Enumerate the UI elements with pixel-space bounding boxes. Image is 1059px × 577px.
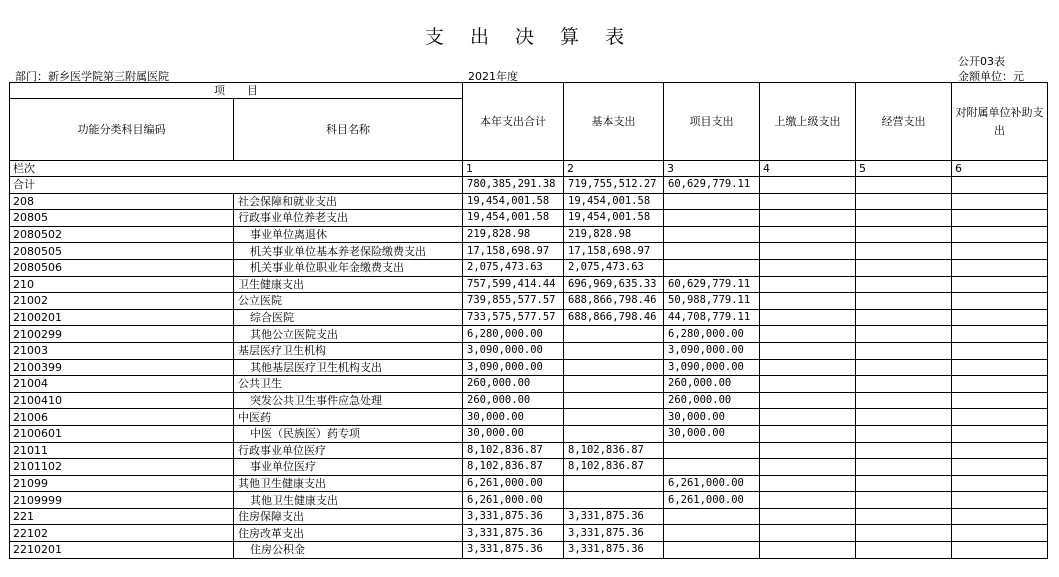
- row-project: 6,261,000.00: [664, 475, 760, 492]
- row-project: 60,629,779.11: [664, 276, 760, 293]
- row-subsidy: [952, 309, 1048, 326]
- row-subsidy: [952, 293, 1048, 310]
- row-upper: [760, 243, 856, 260]
- row-name: 住房公积金: [234, 542, 463, 559]
- header-total: 本年支出合计: [463, 83, 564, 161]
- row-upper: [760, 309, 856, 326]
- row-subsidy: [952, 459, 1048, 476]
- table-row: [10, 492, 1048, 509]
- row-total: 3,090,000.00: [463, 342, 564, 359]
- row-total: 3,331,875.36: [463, 542, 564, 559]
- row-total: 3,331,875.36: [463, 508, 564, 525]
- row-basic: 19,454,001.58: [564, 193, 664, 210]
- row-subsidy: [952, 525, 1048, 542]
- table-row: [10, 259, 1048, 276]
- row-project: [664, 459, 760, 476]
- row-code: 208: [10, 193, 234, 210]
- row-upper: [760, 326, 856, 343]
- header-business: 经营支出: [856, 83, 952, 161]
- row-code: 22102: [10, 525, 234, 542]
- table-row: [10, 392, 1048, 409]
- row-total: 219,828.98: [463, 226, 564, 243]
- row-business: [856, 243, 952, 260]
- row-project: 30,000.00: [664, 425, 760, 442]
- row-basic: [564, 409, 664, 426]
- row-project: [664, 243, 760, 260]
- row-name: 行政事业单位医疗: [234, 442, 463, 459]
- row-subsidy: [952, 210, 1048, 227]
- row-business: [856, 326, 952, 343]
- row-upper: [760, 459, 856, 476]
- row-basic: 2,075,473.63: [564, 259, 664, 276]
- row-business: [856, 392, 952, 409]
- row-business: [856, 425, 952, 442]
- row-upper: [760, 259, 856, 276]
- row-code: 21003: [10, 342, 234, 359]
- row-business: [856, 492, 952, 509]
- row-upper: [760, 293, 856, 310]
- table-row: [10, 525, 1048, 542]
- row-total: 780,385,291.38: [463, 177, 564, 194]
- row-basic: 8,102,836.87: [564, 442, 664, 459]
- row-code: 21004: [10, 376, 234, 393]
- row-business: [856, 359, 952, 376]
- row-subsidy: [952, 492, 1048, 509]
- table-row: [10, 508, 1048, 525]
- form-number: 公开03表: [958, 55, 1005, 68]
- row-code: 21011: [10, 442, 234, 459]
- row-name: 事业单位离退休: [234, 226, 463, 243]
- row-total: 30,000.00: [463, 425, 564, 442]
- row-name: 事业单位医疗: [234, 459, 463, 476]
- row-business: [856, 226, 952, 243]
- row-basic: 17,158,698.97: [564, 243, 664, 260]
- row-subsidy: [952, 226, 1048, 243]
- row-name: 其他基层医疗卫生机构支出: [234, 359, 463, 376]
- report-title: 支 出 决 算 表: [424, 26, 635, 48]
- table-row: [10, 226, 1048, 243]
- row-code: 2101102: [10, 459, 234, 476]
- row-total: 6,280,000.00: [463, 326, 564, 343]
- row-subsidy: [952, 409, 1048, 426]
- column-index-4: 4: [760, 161, 856, 177]
- row-subsidy: [952, 442, 1048, 459]
- row-basic: [564, 342, 664, 359]
- row-code: 21006: [10, 409, 234, 426]
- row-basic: 3,331,875.36: [564, 525, 664, 542]
- row-total: 6,261,000.00: [463, 475, 564, 492]
- row-name: 中医（民族医）药专项: [234, 425, 463, 442]
- row-subsidy: [952, 276, 1048, 293]
- row-project: [664, 442, 760, 459]
- row-code: 2080502: [10, 226, 234, 243]
- table-row: [10, 309, 1048, 326]
- row-business: [856, 193, 952, 210]
- row-subsidy: [952, 342, 1048, 359]
- row-total: 3,331,875.36: [463, 525, 564, 542]
- row-project: 50,988,779.11: [664, 293, 760, 310]
- row-code: 20805: [10, 210, 234, 227]
- table-row: [10, 293, 1048, 310]
- row-name: 住房改革支出: [234, 525, 463, 542]
- row-upper: [760, 359, 856, 376]
- row-total: 2,075,473.63: [463, 259, 564, 276]
- column-index-3: 3: [664, 161, 760, 177]
- row-upper: [760, 376, 856, 393]
- row-subsidy: [952, 177, 1048, 194]
- row-total: 733,575,577.57: [463, 309, 564, 326]
- row-name: 行政事业单位养老支出: [234, 210, 463, 227]
- row-total: 8,102,836.87: [463, 442, 564, 459]
- row-basic: 696,969,635.33: [564, 276, 664, 293]
- row-subsidy: [952, 259, 1048, 276]
- row-name: 基层医疗卫生机构: [234, 342, 463, 359]
- header-project: 项目支出: [664, 83, 760, 161]
- row-name: 其他卫生健康支出: [234, 492, 463, 509]
- column-index-6: 6: [952, 161, 1048, 177]
- row-total: 260,000.00: [463, 376, 564, 393]
- row-upper: [760, 193, 856, 210]
- table-row: [10, 409, 1048, 426]
- row-basic: 219,828.98: [564, 226, 664, 243]
- row-upper: [760, 342, 856, 359]
- row-project: [664, 525, 760, 542]
- row-code: 21002: [10, 293, 234, 310]
- row-project: [664, 508, 760, 525]
- row-upper: [760, 442, 856, 459]
- row-upper: [760, 542, 856, 559]
- row-business: [856, 342, 952, 359]
- row-project: 260,000.00: [664, 376, 760, 393]
- row-subsidy: [952, 376, 1048, 393]
- row-project: 30,000.00: [664, 409, 760, 426]
- row-project: 260,000.00: [664, 392, 760, 409]
- row-upper: [760, 425, 856, 442]
- row-name: 中医药: [234, 409, 463, 426]
- total-row-label: 合计: [10, 177, 463, 194]
- column-index-2: 2: [564, 161, 664, 177]
- row-upper: [760, 276, 856, 293]
- row-project: 3,090,000.00: [664, 359, 760, 376]
- row-business: [856, 442, 952, 459]
- amount-unit: 金额单位：元: [958, 70, 1024, 83]
- row-code: 2100201: [10, 309, 234, 326]
- row-basic: 3,331,875.36: [564, 542, 664, 559]
- row-subsidy: [952, 425, 1048, 442]
- table-row: [10, 442, 1048, 459]
- row-business: [856, 293, 952, 310]
- row-basic: 688,866,798.46: [564, 309, 664, 326]
- header-name: 科目名称: [234, 99, 463, 161]
- row-project: [664, 259, 760, 276]
- row-subsidy: [952, 542, 1048, 559]
- row-name: 住房保障支出: [234, 508, 463, 525]
- row-project: [664, 226, 760, 243]
- row-name: 公共卫生: [234, 376, 463, 393]
- row-name: 卫生健康支出: [234, 276, 463, 293]
- fiscal-year: 2021年度: [468, 70, 518, 83]
- row-business: [856, 259, 952, 276]
- row-business: [856, 276, 952, 293]
- row-name: 其他卫生健康支出: [234, 475, 463, 492]
- row-total: 17,158,698.97: [463, 243, 564, 260]
- row-business: [856, 376, 952, 393]
- row-upper: [760, 226, 856, 243]
- row-total: 8,102,836.87: [463, 459, 564, 476]
- table-row: [10, 459, 1048, 476]
- header-subsidy: 对附属单位补助支出: [952, 83, 1048, 161]
- row-business: [856, 459, 952, 476]
- row-upper: [760, 492, 856, 509]
- row-total: 30,000.00: [463, 409, 564, 426]
- row-name: 其他公立医院支出: [234, 326, 463, 343]
- row-basic: 19,454,001.58: [564, 210, 664, 227]
- row-basic: [564, 359, 664, 376]
- table-row: [10, 193, 1048, 210]
- column-index-1: 1: [463, 161, 564, 177]
- row-total: 757,599,414.44: [463, 276, 564, 293]
- row-basic: 688,866,798.46: [564, 293, 664, 310]
- table-row: [10, 425, 1048, 442]
- row-subsidy: [952, 193, 1048, 210]
- row-project: 6,280,000.00: [664, 326, 760, 343]
- row-basic: 8,102,836.87: [564, 459, 664, 476]
- table-row: [10, 342, 1048, 359]
- expenditure-table: [9, 82, 1048, 559]
- row-subsidy: [952, 475, 1048, 492]
- row-code: 2100410: [10, 392, 234, 409]
- row-name: 综合医院: [234, 309, 463, 326]
- row-basic: [564, 425, 664, 442]
- row-upper: [760, 392, 856, 409]
- row-code: 21099: [10, 475, 234, 492]
- department-label: 部门：新乡医学院第三附属医院: [15, 70, 169, 83]
- row-code: 2100399: [10, 359, 234, 376]
- row-code: 210: [10, 276, 234, 293]
- row-code: 2210201: [10, 542, 234, 559]
- row-name: 机关事业单位基本养老保险缴费支出: [234, 243, 463, 260]
- table-row: [10, 210, 1048, 227]
- row-basic: [564, 392, 664, 409]
- row-upper: [760, 525, 856, 542]
- row-code: 2100299: [10, 326, 234, 343]
- header-item-group: 项 目: [10, 83, 463, 99]
- row-upper: [760, 508, 856, 525]
- row-code: 2080505: [10, 243, 234, 260]
- row-total: 19,454,001.58: [463, 210, 564, 227]
- table-row: [10, 276, 1048, 293]
- row-project: 3,090,000.00: [664, 342, 760, 359]
- table-row: [10, 475, 1048, 492]
- row-project: [664, 210, 760, 227]
- row-code: 2109999: [10, 492, 234, 509]
- row-subsidy: [952, 359, 1048, 376]
- header-basic: 基本支出: [564, 83, 664, 161]
- row-business: [856, 542, 952, 559]
- row-project: [664, 542, 760, 559]
- row-code: 2080506: [10, 259, 234, 276]
- row-code: 2100601: [10, 425, 234, 442]
- row-basic: [564, 376, 664, 393]
- row-name: 突发公共卫生事件应急处理: [234, 392, 463, 409]
- table-row: [10, 243, 1048, 260]
- row-upper: [760, 409, 856, 426]
- row-name: 公立医院: [234, 293, 463, 310]
- row-total: 739,855,577.57: [463, 293, 564, 310]
- row-business: [856, 210, 952, 227]
- row-basic: 3,331,875.36: [564, 508, 664, 525]
- row-basic: [564, 475, 664, 492]
- row-business: [856, 525, 952, 542]
- row-business: [856, 409, 952, 426]
- row-business: [856, 177, 952, 194]
- row-total: 19,454,001.58: [463, 193, 564, 210]
- row-project: 44,708,779.11: [664, 309, 760, 326]
- row-upper: [760, 475, 856, 492]
- row-upper: [760, 210, 856, 227]
- column-index-5: 5: [856, 161, 952, 177]
- header-code: 功能分类科目编码: [10, 99, 234, 161]
- row-subsidy: [952, 326, 1048, 343]
- table-row: [10, 177, 1048, 194]
- row-subsidy: [952, 392, 1048, 409]
- row-basic: [564, 326, 664, 343]
- row-subsidy: [952, 243, 1048, 260]
- row-project: [664, 193, 760, 210]
- table-row: [10, 359, 1048, 376]
- table-row: [10, 326, 1048, 343]
- row-name: 社会保障和就业支出: [234, 193, 463, 210]
- row-basic: 719,755,512.27: [564, 177, 664, 194]
- row-name: 机关事业单位职业年金缴费支出: [234, 259, 463, 276]
- row-business: [856, 508, 952, 525]
- column-index-label: 栏次: [10, 161, 463, 177]
- table-row: [10, 376, 1048, 393]
- header-upper: 上缴上级支出: [760, 83, 856, 161]
- row-code: 221: [10, 508, 234, 525]
- row-subsidy: [952, 508, 1048, 525]
- row-total: 3,090,000.00: [463, 359, 564, 376]
- row-business: [856, 475, 952, 492]
- row-business: [856, 309, 952, 326]
- row-total: 6,261,000.00: [463, 492, 564, 509]
- row-project: 6,261,000.00: [664, 492, 760, 509]
- row-total: 260,000.00: [463, 392, 564, 409]
- row-project: 60,629,779.11: [664, 177, 760, 194]
- table-row: [10, 542, 1048, 559]
- row-basic: [564, 492, 664, 509]
- row-upper: [760, 177, 856, 194]
